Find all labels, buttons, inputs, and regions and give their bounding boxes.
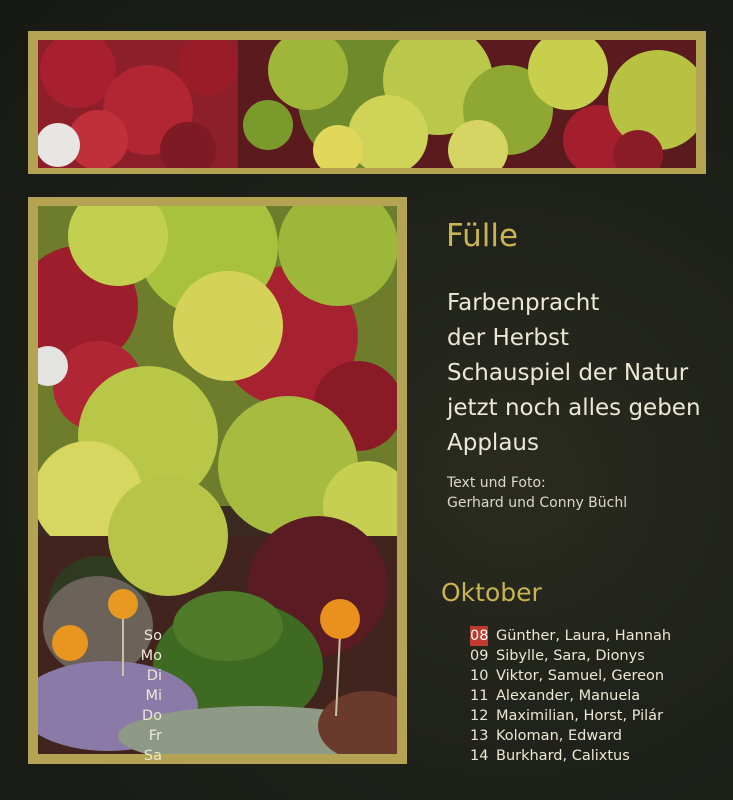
name-day-list: Alexander, Manuela — [496, 688, 641, 704]
poem-line: der Herbst — [447, 325, 570, 351]
credit-authors: Gerhard und Conny Büchl — [447, 495, 628, 511]
weekday-label: Di — [146, 668, 162, 684]
day-number: 09 — [470, 648, 489, 664]
month-title: Oktober — [441, 578, 542, 607]
weekday-label: Mo — [140, 648, 162, 664]
weekday-label: Do — [141, 708, 162, 724]
weekday-label: So — [143, 628, 162, 644]
day-number: 13 — [470, 728, 489, 744]
weekday-label: Mi — [145, 688, 162, 704]
poem-line: Applaus — [447, 430, 539, 456]
poem — [447, 286, 701, 461]
day-number: 11 — [470, 688, 489, 704]
day-number: 14 — [470, 748, 489, 764]
main-photo-garden — [38, 206, 397, 754]
name-day-list: Sibylle, Sara, Dionys — [496, 648, 645, 664]
top-photo-autumn-leaves — [38, 40, 696, 168]
day-number-highlighted: 08 — [470, 628, 489, 644]
credit — [447, 473, 627, 513]
name-day-list: Burkhard, Calixtus — [496, 748, 630, 764]
day-number: 10 — [470, 668, 489, 684]
name-day-list: Viktor, Samuel, Gereon — [496, 668, 665, 684]
day-number: 12 — [470, 708, 489, 724]
weekday-label: Sa — [143, 748, 162, 764]
poem-line: jetzt noch alles geben — [447, 395, 701, 421]
weekday-label: Fr — [148, 728, 162, 744]
name-day-list: Günther, Laura, Hannah — [496, 628, 672, 644]
page-title: Fülle — [446, 218, 519, 254]
poem-line: Schauspiel der Natur — [447, 360, 689, 386]
poem-line: Farbenpracht — [447, 290, 600, 316]
credit-label: Text und Foto: — [447, 475, 546, 491]
name-day-list: Koloman, Edward — [496, 728, 622, 744]
name-day-list: Maximilian, Horst, Pilár — [496, 708, 664, 724]
